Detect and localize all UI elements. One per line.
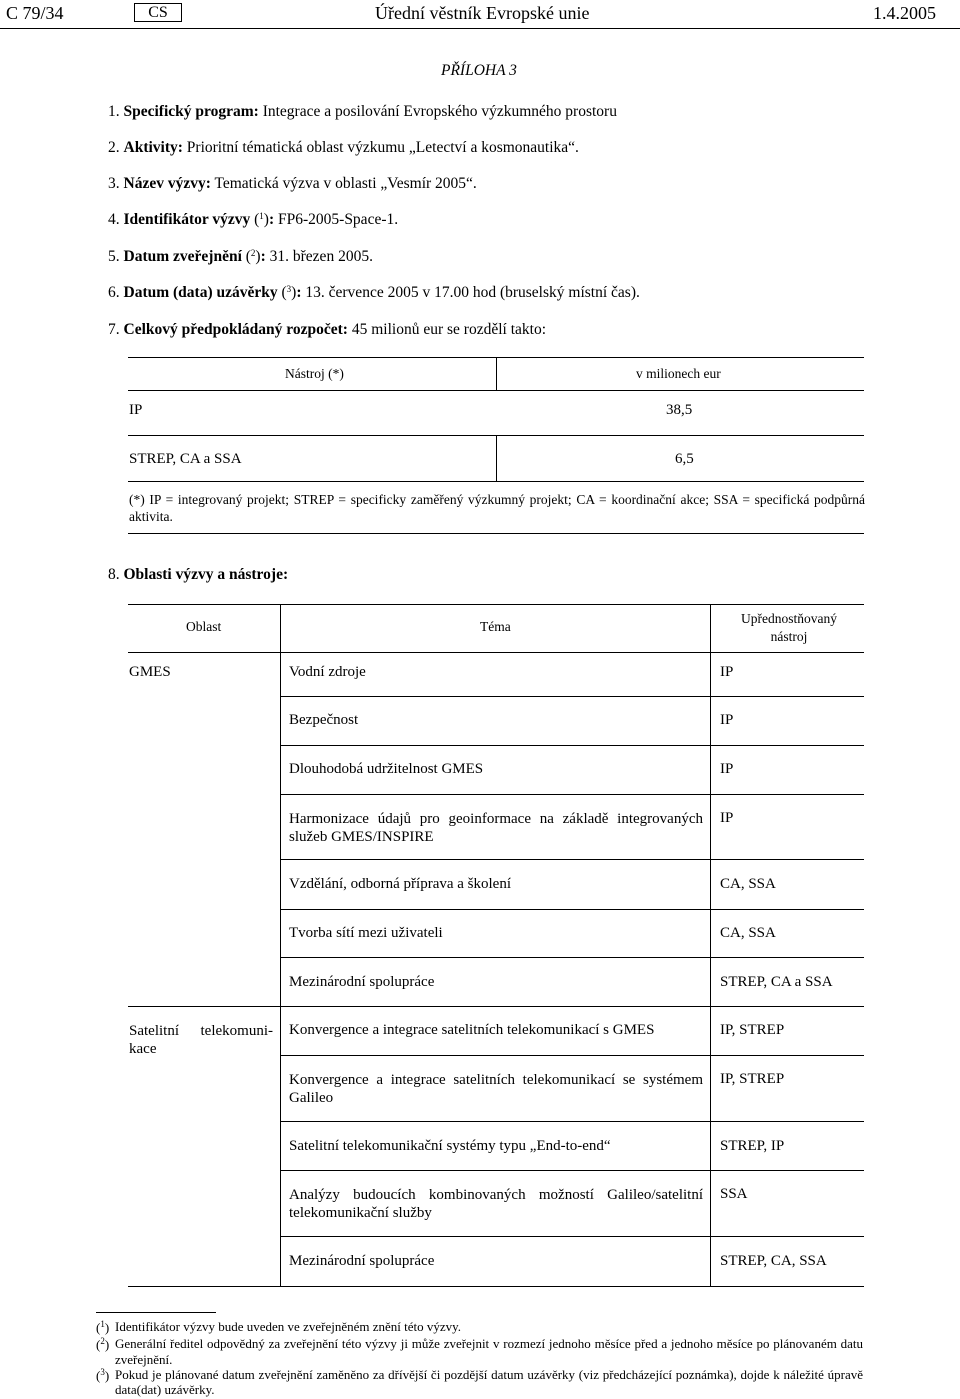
row-rule <box>280 1121 864 1122</box>
tool-cell: IP <box>720 664 734 680</box>
topic-cell: Harmonizace údajů pro geoinformace na základě integrovaných služeb GMES/INSPIRE <box>289 811 703 845</box>
budget-table-divider-2 <box>496 435 497 481</box>
topic-cell: Konvergence a integrace satelitních telekomunikací se systémem Galileo <box>289 1072 703 1106</box>
section-8-heading: 8. Oblasti výzvy a nástroje: <box>108 566 289 583</box>
budget-header-value: v milionech eur <box>636 366 721 381</box>
topic-cell: Vzdělání, odborná příprava a školení <box>289 876 512 892</box>
areas-table-top-rule <box>128 604 864 605</box>
budget-row-instrument: IP <box>129 402 143 418</box>
budget-row-value: 6,5 <box>675 451 694 467</box>
tool-cell: STREP, CA a SSA <box>720 974 833 990</box>
area-satellite-telecom: Satelitní telekomuni-kace <box>129 1023 273 1057</box>
tool-cell: CA, SSA <box>720 876 776 892</box>
row-rule <box>280 696 864 697</box>
row-rule <box>280 745 864 746</box>
tool-cell: IP <box>720 810 734 826</box>
topic-cell: Mezinárodní spolupráce <box>289 974 435 990</box>
footnote-2-text: Generální ředitel odpovědný za zveřejnění této výzvy ji může zveřejnit v rozmezí jednoho měsíce před a jednoho měsíce po plánovaném datu zveřejnění. <box>115 1336 863 1367</box>
row-rule <box>280 909 864 910</box>
topic-cell: Satelitní telekomunikační systémy typu „End-to-end“ <box>289 1138 611 1154</box>
areas-header-topic: Téma <box>480 619 511 634</box>
budget-row-instrument: STREP, CA a SSA <box>129 451 242 467</box>
budget-table-divider <box>496 357 497 390</box>
footnote-2-mark: ($^2$) <box>96 1336 110 1352</box>
item-1: 1. Specifický program: Integrace a posilování Evropského výzkumného prostoru <box>108 103 617 120</box>
areas-table-divider-2 <box>710 604 711 652</box>
item-4: 4. Identifikátor výzvy ($^1$): FP6-2005-Space-1. <box>108 211 399 228</box>
topic-cell: Bezpečnost <box>289 712 359 728</box>
areas-body-divider-1 <box>280 652 281 1286</box>
annex-title: PŘÍLOHA 3 <box>441 62 517 79</box>
row-rule <box>280 1236 864 1237</box>
areas-table-bottom-rule <box>128 1286 864 1287</box>
tool-cell: IP <box>720 712 734 728</box>
item-5: 5. Datum zveřejnění ($^2$): 31. březen 2005. <box>108 248 373 265</box>
budget-note-rule <box>128 533 864 534</box>
budget-table-bottom-rule <box>128 481 864 482</box>
row-rule <box>280 957 864 958</box>
row-rule <box>280 1055 864 1056</box>
tool-cell: SSA <box>720 1186 748 1202</box>
areas-table-header-rule <box>128 652 864 653</box>
budget-table-note: (*) IP = integrovaný projekt; STREP = specificky zaměřený výzkumný projekt; CA = koordinační akce; SSA = specifická podpůrná aktivita. <box>129 492 865 524</box>
row-rule <box>280 1170 864 1171</box>
item-7: 7. Celkový předpokládaný rozpočet: 45 milionů eur se rozdělí takto: <box>108 321 546 338</box>
journal-title: Úřední věstník Evropské unie <box>375 3 590 23</box>
footnote-3-text: Pokud je plánované datum zveřejnění zaměněno za dřívější či pozdější datum uzávěrky (viz předcházející poznámka), dojde k náležité úpravě data(dat) uzávěrky. <box>115 1367 863 1397</box>
area-gmes: GMES <box>129 664 171 680</box>
budget-table-header-rule <box>128 390 864 391</box>
budget-header-instrument: Nástroj (*) <box>285 366 344 381</box>
budget-row-value: 38,5 <box>666 402 693 418</box>
item-6: 6. Datum (data) uzávěrky ($^3$): 13. července 2005 v 17.00 hod (bruselský místní čas). <box>108 284 640 301</box>
footnote-1-text: Identifikátor výzvy bude uveden ve zveřejněném znění této výzvy. <box>115 1319 462 1334</box>
topic-cell: Konvergence a integrace satelitních telekomunikací s GMES <box>289 1022 655 1038</box>
tool-cell: CA, SSA <box>720 925 776 941</box>
areas-table-divider-1 <box>280 604 281 652</box>
tool-cell: STREP, IP <box>720 1138 785 1154</box>
header-rule <box>0 28 960 29</box>
areas-header-area: Oblast <box>186 619 222 634</box>
language-code-box: CS <box>134 3 182 22</box>
footnote-3-mark: ($^3$) <box>96 1367 110 1383</box>
item-3: 3. Název výzvy: Tematická výzva v oblasti „Vesmír 2005“. <box>108 175 477 192</box>
footnote-1-mark: ($^1$) <box>96 1319 110 1335</box>
group-rule <box>128 1006 864 1007</box>
row-rule <box>280 859 864 860</box>
tool-cell: IP <box>720 761 734 777</box>
topic-cell: Analýzy budoucích kombinovaných možností Galileo/satelitní telekomunikační služby <box>289 1187 703 1221</box>
row-rule <box>280 794 864 795</box>
item-2: 2. Aktivity: Prioritní tématická oblast výzkumu „Letectví a kosmonautika“. <box>108 139 579 156</box>
page-reference: C 79/34 <box>6 3 64 23</box>
tool-cell: IP, STREP <box>720 1071 785 1087</box>
tool-cell: STREP, CA, SSA <box>720 1253 827 1269</box>
areas-body-divider-2 <box>710 652 711 1286</box>
tool-cell: IP, STREP <box>720 1022 785 1038</box>
topic-cell: Vodní zdroje <box>289 664 366 680</box>
issue-date: 1.4.2005 <box>873 3 936 23</box>
topic-cell: Mezinárodní spolupráce <box>289 1253 435 1269</box>
topic-cell: Tvorba sítí mezi uživateli <box>289 925 443 941</box>
footnote-rule <box>96 1312 216 1313</box>
topic-cell: Dlouhodobá udržitelnost GMES <box>289 761 484 777</box>
areas-header-tool: Upřednostňovaný nástroj <box>741 611 837 644</box>
